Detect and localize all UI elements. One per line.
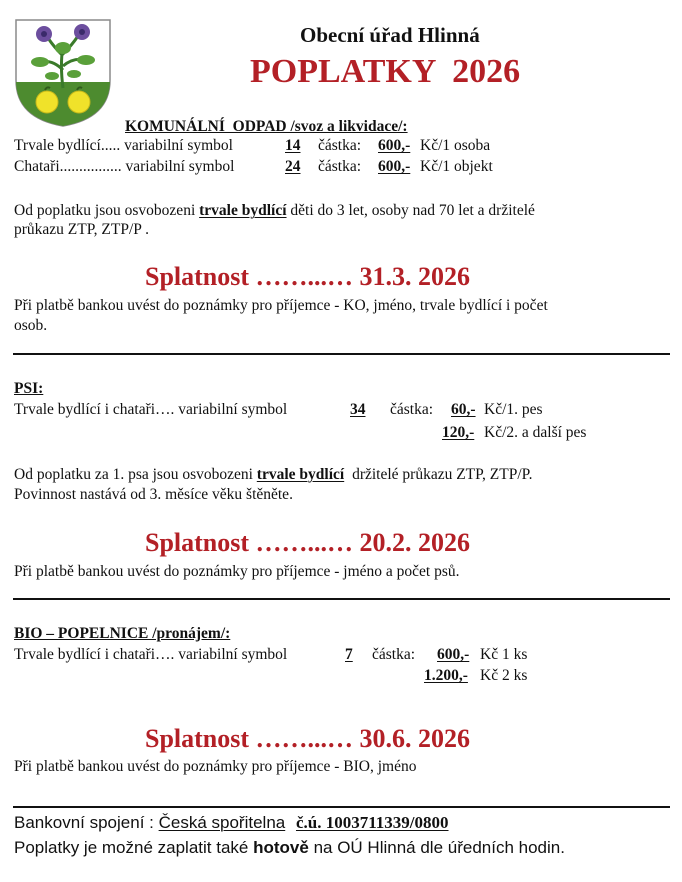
komunalni-exempt-bold: trvale bydlící bbox=[199, 202, 287, 219]
divider bbox=[13, 806, 670, 808]
komunalni-due-date: Splatnost ……...… 31.3. 2026 bbox=[145, 262, 471, 291]
psi-exempt-pre: Od poplatku za 1. psa jsou osvobozeni bbox=[14, 466, 253, 483]
section-heading-komunalni: KOMUNÁLNÍ ODPAD /svoz a likvidace/: bbox=[125, 118, 408, 135]
komunalni-row-2 bbox=[14, 158, 234, 176]
komunalni-note-line-1: Při platbě bankou uvést do poznámky pro příjemce - KO, jméno, trvale bydlící i počet bbox=[14, 297, 548, 314]
komunalni-row1-label: Trvale bydlící..... variabilní symbol bbox=[14, 137, 233, 154]
psi-exempt-line-1 bbox=[14, 466, 532, 484]
bio-row2-amount: 1.200,- bbox=[424, 667, 468, 684]
bio-note-line-1: Při platbě bankou uvést do poznámky pro příjemce - BIO, jméno bbox=[14, 758, 417, 775]
komunalni-row1-amount: 600,- bbox=[378, 137, 411, 154]
komunalni-row2-vs: 24 bbox=[285, 158, 301, 175]
cash-post: na OÚ Hlinná dle úředních hodin. bbox=[313, 838, 565, 857]
section-heading-psi: PSI: bbox=[14, 380, 44, 397]
komunalni-exempt-line-2: průkazu ZTP, ZTP/P . bbox=[14, 221, 150, 238]
bio-due-date: Splatnost ……...… 30.6. 2026 bbox=[145, 724, 471, 753]
komunalni-exempt-line-1 bbox=[14, 202, 535, 220]
cash-pre: Poplatky je možné zaplatit také bbox=[14, 838, 249, 857]
psi-row2-unit: Kč/2. a další pes bbox=[484, 424, 587, 441]
bio-row1-label: Trvale bydlící i chataři…. variabilní symbol bbox=[14, 646, 288, 663]
divider bbox=[13, 598, 670, 600]
komunalni-row2-castka-label: částka: bbox=[318, 158, 362, 175]
bank-name: Česká spořitelna bbox=[158, 813, 286, 832]
psi-note-line-1: Při platbě bankou uvést do poznámky pro příjemce - jméno a počet psů. bbox=[14, 563, 460, 580]
bank-details bbox=[14, 812, 449, 834]
komunalni-row1-unit: Kč/1 osoba bbox=[420, 137, 491, 154]
psi-row1-label: Trvale bydlící i chataři…. variabilní symbol bbox=[14, 401, 288, 418]
cash-bold: hotově bbox=[253, 838, 309, 857]
komunalni-row-1 bbox=[14, 137, 233, 155]
komunalni-row2-label: Chataři................ variabilní symbol bbox=[14, 158, 235, 175]
psi-due-date: Splatnost ……...… 20.2. 2026 bbox=[145, 528, 471, 557]
psi-row1-unit: Kč/1. pes bbox=[484, 401, 543, 418]
komunalni-exempt-pre: Od poplatku jsou osvobozeni bbox=[14, 202, 196, 219]
komunalni-note-line-2: osob. bbox=[14, 317, 48, 334]
bio-row1-unit: Kč 1 ks bbox=[480, 646, 528, 663]
komunalni-row1-castka-label: částka: bbox=[318, 137, 362, 154]
psi-row1-vs: 34 bbox=[350, 401, 366, 418]
bio-row2-unit: Kč 2 ks bbox=[480, 667, 528, 684]
divider bbox=[13, 353, 670, 355]
komunalni-row2-unit: Kč/1 objekt bbox=[420, 158, 493, 175]
bio-row1-vs: 7 bbox=[345, 646, 353, 663]
psi-row1-amount: 60,- bbox=[451, 401, 476, 418]
komunalni-row1-vs: 14 bbox=[285, 137, 301, 154]
psi-row2-amount: 120,- bbox=[442, 424, 475, 441]
page-title: POPLATKY 2026 bbox=[250, 53, 521, 90]
psi-row1-castka-label: částka: bbox=[390, 401, 434, 418]
office-name: Obecní úřad Hlinná bbox=[300, 23, 480, 47]
komunalni-exempt-post: děti do 3 let, osoby nad 70 let a držitelé bbox=[290, 202, 535, 219]
psi-exempt-bold: trvale bydlící bbox=[256, 466, 345, 483]
cash-payment-note bbox=[14, 837, 565, 859]
coat-of-arms-icon bbox=[14, 18, 112, 128]
bank-label: Bankovní spojení : bbox=[14, 813, 154, 832]
psi-exempt-post: držitelé průkazu ZTP, ZTP/P. bbox=[352, 466, 533, 483]
komunalni-row2-amount: 600,- bbox=[378, 158, 411, 175]
bio-row1-amount: 600,- bbox=[437, 646, 470, 663]
bio-row1-castka-label: částka: bbox=[372, 646, 416, 663]
section-heading-bio: BIO – POPELNICE /pronájem/: bbox=[14, 625, 231, 642]
psi-exempt-line-2: Povinnost nastává od 3. měsíce věku štěněte. bbox=[14, 486, 293, 503]
coat-of-arms bbox=[14, 18, 112, 128]
bank-account: č.ú. 1003711339/0800 bbox=[295, 813, 449, 832]
